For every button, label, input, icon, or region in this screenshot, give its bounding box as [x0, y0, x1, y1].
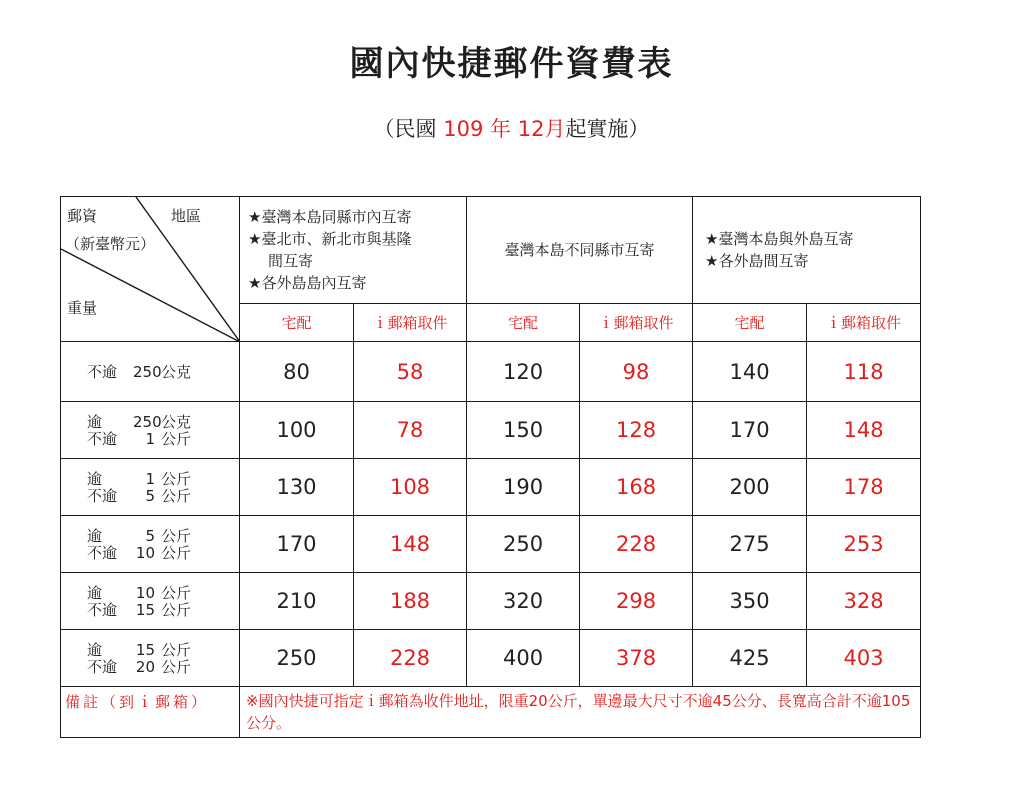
weight-cell: [61, 342, 240, 402]
weight-amount: 1: [145, 429, 155, 448]
region-header-3: [693, 197, 921, 304]
rate-delivery: 130: [240, 459, 354, 516]
weight-amount: 20: [135, 657, 155, 676]
rate-delivery: 350: [693, 573, 807, 630]
weight-amount: 1: [145, 469, 155, 488]
weight-unit: 公斤: [161, 657, 192, 676]
weight-unit: 公斤: [161, 469, 192, 488]
rate-delivery: 150: [467, 402, 580, 459]
rate-delivery: 320: [467, 573, 580, 630]
weight-unit: 公斤: [161, 543, 192, 562]
weight-qualifier: 不逾: [87, 543, 118, 562]
corner-weight-label: 重量: [67, 299, 98, 317]
weight-qualifier: 不逾: [87, 600, 118, 619]
page-title: 國內快捷郵件資費表: [349, 44, 674, 84]
weight-cell: [61, 630, 240, 687]
region-header-2: [467, 197, 693, 304]
rate-ibox: 148: [807, 402, 921, 459]
table-row: [61, 459, 921, 516]
rate-ibox: 228: [580, 516, 693, 573]
rate-ibox: 108: [354, 459, 467, 516]
rate-delivery: 100: [240, 402, 354, 459]
note-row: [61, 687, 921, 738]
rate-ibox: 328: [807, 573, 921, 630]
rate-ibox: 168: [580, 459, 693, 516]
corner-currency-label: （新臺幣元）: [65, 235, 156, 253]
rate-ibox: 118: [807, 342, 921, 402]
rate-delivery: 200: [693, 459, 807, 516]
weight-qualifier: 逾: [87, 469, 103, 488]
weight-qualifier: 不逾: [87, 486, 118, 505]
weight-amount: 250: [133, 412, 162, 431]
weight-qualifier: 逾: [87, 640, 103, 659]
rate-ibox: 128: [580, 402, 693, 459]
weight-qualifier: 逾: [87, 412, 103, 431]
rate-delivery: 275: [693, 516, 807, 573]
weight-amount: 10: [135, 583, 155, 602]
rate-delivery: 425: [693, 630, 807, 687]
region-1-line-1: ★臺灣本島同縣市內互寄: [248, 208, 412, 226]
rate-ibox: 298: [580, 573, 693, 630]
weight-qualifier: 不逾: [87, 362, 118, 381]
weight-qualifier: 不逾: [87, 429, 118, 448]
subtitle-suffix: 起實施）: [565, 117, 650, 141]
weight-cell: [61, 573, 240, 630]
rate-delivery: 80: [240, 342, 354, 402]
weight-amount: 5: [145, 486, 155, 505]
weight-unit: 公克: [161, 412, 192, 431]
rate-delivery: 190: [467, 459, 580, 516]
corner-region-label: 地區: [171, 207, 202, 225]
rate-ibox: 98: [580, 342, 693, 402]
rate-ibox: 178: [807, 459, 921, 516]
rate-delivery: 210: [240, 573, 354, 630]
weight-unit: 公斤: [161, 583, 192, 602]
sub-header-delivery: 宅配: [240, 304, 354, 342]
corner-postage-label: 郵資: [67, 207, 98, 225]
region-1-line-2: ★臺北市、新北市與基隆: [248, 230, 412, 248]
note-label: 備註（到ｉ郵箱）: [61, 687, 240, 738]
rate-delivery: 170: [240, 516, 354, 573]
subtitle-year: 109: [443, 117, 484, 141]
subtitle-month: 12: [517, 117, 545, 141]
weight-amount: 15: [135, 640, 155, 659]
subtitle-month-unit: 月: [544, 117, 566, 141]
rate-ibox: 58: [354, 342, 467, 402]
sub-header-delivery: 宅配: [467, 304, 580, 342]
note-text: ※國內快捷可指定ｉ郵箱為收件地址，限重20公斤，單邊最大尺寸不逾45公分、長寬高合計不逾105公分。: [240, 687, 921, 738]
rate-ibox: 253: [807, 516, 921, 573]
corner-header: [61, 197, 240, 342]
rate-ibox: 403: [807, 630, 921, 687]
weight-unit: 公斤: [161, 486, 192, 505]
page-subtitle: [0, 113, 1023, 143]
subtitle-prefix: （民國: [373, 117, 437, 141]
weight-cell: [61, 402, 240, 459]
weight-cell: [61, 459, 240, 516]
rate-ibox: 378: [580, 630, 693, 687]
rate-delivery: 250: [467, 516, 580, 573]
rate-delivery: 170: [693, 402, 807, 459]
region-3-line-2: ★各外島間互寄: [705, 252, 809, 270]
table-row: [61, 342, 921, 402]
weight-unit: 公克: [161, 362, 192, 381]
weight-qualifier: 逾: [87, 526, 103, 545]
region-2-line-1: 臺灣本島不同縣市互寄: [504, 241, 655, 259]
weight-amount: 250: [133, 362, 162, 381]
region-header-1: [240, 197, 467, 304]
weight-qualifier: 逾: [87, 583, 103, 602]
weight-unit: 公斤: [161, 600, 192, 619]
sub-header-ibox: ｉ郵箱取件: [807, 304, 921, 342]
weight-unit: 公斤: [161, 526, 192, 545]
weight-cell: [61, 516, 240, 573]
rate-ibox: 78: [354, 402, 467, 459]
sub-header-ibox: ｉ郵箱取件: [354, 304, 467, 342]
rate-delivery: 120: [467, 342, 580, 402]
sub-header-ibox: ｉ郵箱取件: [580, 304, 693, 342]
rate-delivery: 250: [240, 630, 354, 687]
region-1-line-3: 間互寄: [268, 252, 314, 270]
weight-amount: 10: [135, 543, 155, 562]
rate-ibox: 228: [354, 630, 467, 687]
rate-ibox: 148: [354, 516, 467, 573]
weight-qualifier: 不逾: [87, 657, 118, 676]
table-row: [61, 573, 921, 630]
table-row: [61, 630, 921, 687]
rate-delivery: 400: [467, 630, 580, 687]
table-row: [61, 516, 921, 573]
region-3-line-1: ★臺灣本島與外島互寄: [705, 230, 854, 248]
rate-ibox: 188: [354, 573, 467, 630]
region-1-line-4: ★各外島島內互寄: [248, 274, 367, 292]
rate-table: [60, 196, 921, 738]
sub-header-delivery: 宅配: [693, 304, 807, 342]
weight-amount: 5: [145, 526, 155, 545]
subtitle-year-unit: 年: [490, 117, 512, 141]
weight-unit: 公斤: [161, 429, 192, 448]
rate-delivery: 140: [693, 342, 807, 402]
weight-amount: 15: [135, 600, 155, 619]
table-row: [61, 402, 921, 459]
weight-unit: 公斤: [161, 640, 192, 659]
